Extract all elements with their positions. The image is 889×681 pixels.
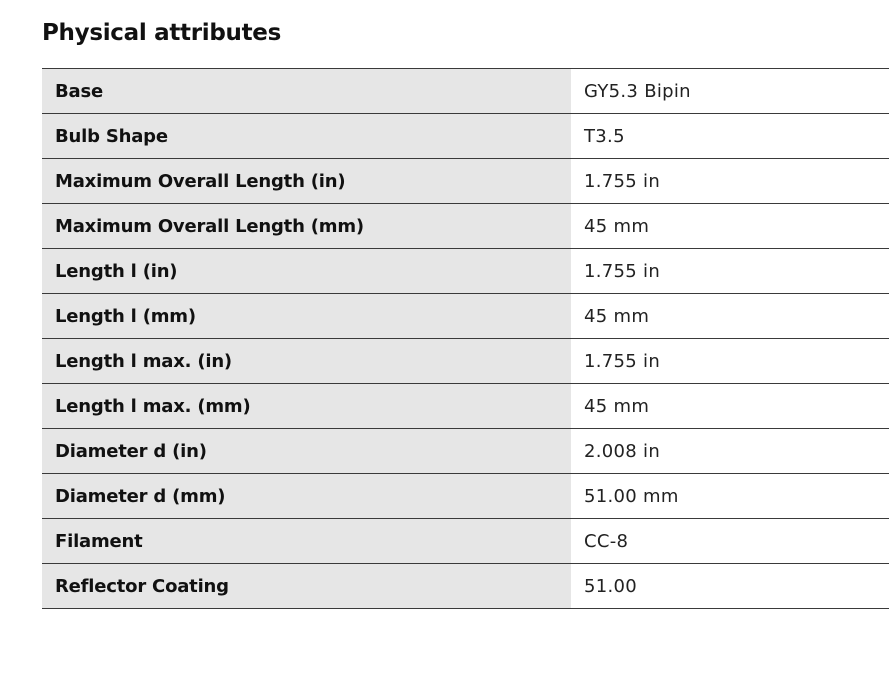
attribute-label: Maximum Overall Length (in) xyxy=(42,159,571,204)
table-row xyxy=(42,429,889,474)
table-row xyxy=(42,564,889,609)
attribute-label: Length l max. (mm) xyxy=(42,384,571,429)
table-row xyxy=(42,204,889,249)
attribute-value: T3.5 xyxy=(571,114,889,159)
table-row xyxy=(42,249,889,294)
attribute-label: Length l max. (in) xyxy=(42,339,571,384)
attribute-value: 45 mm xyxy=(571,384,889,429)
table-row xyxy=(42,339,889,384)
attribute-label: Bulb Shape xyxy=(42,114,571,159)
attribute-label: Diameter d (in) xyxy=(42,429,571,474)
attribute-value: 1.755 in xyxy=(571,159,889,204)
table-row xyxy=(42,519,889,564)
attribute-value: 45 mm xyxy=(571,294,889,339)
attribute-value: 2.008 in xyxy=(571,429,889,474)
attribute-label: Length l (mm) xyxy=(42,294,571,339)
attribute-value: 51.00 mm xyxy=(571,474,889,519)
attributes-table xyxy=(42,68,889,609)
table-row xyxy=(42,294,889,339)
attribute-value: GY5.3 Bipin xyxy=(571,69,889,114)
attribute-value: CC-8 xyxy=(571,519,889,564)
attribute-label: Reflector Coating xyxy=(42,564,571,609)
attribute-label: Length l (in) xyxy=(42,249,571,294)
attribute-value: 45 mm xyxy=(571,204,889,249)
table-row xyxy=(42,114,889,159)
table-row xyxy=(42,159,889,204)
physical-attributes-section xyxy=(42,0,889,597)
attribute-label: Base xyxy=(42,69,571,114)
section-title: Physical attributes xyxy=(42,20,282,46)
attribute-value: 1.755 in xyxy=(571,339,889,384)
table-row xyxy=(42,474,889,519)
attribute-label: Filament xyxy=(42,519,571,564)
table-row xyxy=(42,384,889,429)
table-row xyxy=(42,69,889,114)
attribute-label: Maximum Overall Length (mm) xyxy=(42,204,571,249)
attribute-label: Diameter d (mm) xyxy=(42,474,571,519)
attribute-value: 1.755 in xyxy=(571,249,889,294)
attribute-value: 51.00 xyxy=(571,564,889,609)
